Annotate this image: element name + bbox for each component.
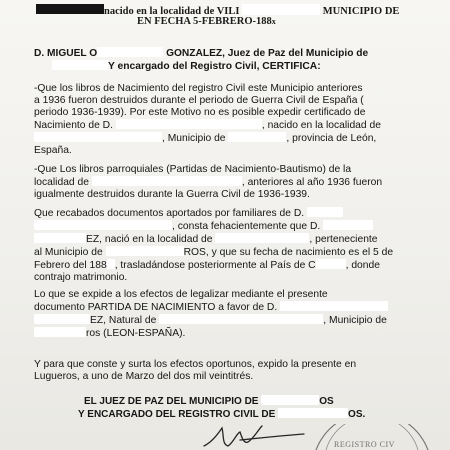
redacted-area [278, 408, 348, 418]
p3-line-3 [34, 233, 428, 246]
p4-documento: documento PARTIDA DE NACIMIENTO a favor de D. [34, 302, 278, 313]
redacted-area [116, 119, 262, 129]
redacted-area [34, 233, 86, 243]
p3-line-5 [34, 259, 428, 272]
paragraph-4 [34, 289, 428, 340]
p1-nacido-en: , nacido en la localidad de [261, 120, 381, 131]
redacted-area [34, 314, 90, 324]
judge-name-end: GONZALEZ, Juez de Paz del Municipio de [166, 48, 369, 59]
p2-line-2 [34, 176, 428, 189]
redacted-area [215, 233, 309, 243]
redacted-area [34, 327, 86, 337]
signature [200, 420, 310, 450]
p5-line-1: Y para que conste y surta los efectos oportunos, expido la presente en [34, 359, 357, 370]
p3-nacio-en: EZ, nació en la localidad de [86, 234, 213, 245]
header-birth-text: nacido en la localidad de VILI [104, 6, 240, 17]
p4-line-4 [34, 327, 428, 340]
judge-name-start: D. MIGUEL O [34, 48, 98, 59]
paragraph-5 [34, 359, 428, 383]
redacted-area [261, 395, 319, 405]
closing-encargado: Y ENCARGADO DEL REGISTRO CIVIL DE [78, 409, 276, 420]
header-blackout [36, 4, 104, 14]
redacted-area [34, 220, 172, 230]
intro-block [34, 47, 428, 73]
p1-municipio-de: , Municipio de [162, 133, 226, 144]
p3-al-municipio: al Municipio de [34, 247, 103, 258]
redacted-area [97, 47, 163, 57]
paragraph-1 [34, 83, 428, 157]
p4-line-3 [34, 314, 428, 327]
redacted-area [52, 60, 108, 70]
redacted-area [242, 4, 320, 15]
p1-line-2: a 1936 fueron destruidos durante el periodo de Guerra Civil de España ( [34, 95, 364, 106]
p4-leon-espana: ros (LEON-ESPAÑA). [86, 328, 186, 339]
registry-certifica: Y encargado del Registro Civil, CERTIFICA: [108, 61, 321, 72]
p1-line-5 [34, 132, 428, 145]
paragraph-3 [34, 207, 428, 284]
official-stamp [312, 424, 432, 450]
p4-line-1: Lo que se expide a los efectos de legalizar mediante el presente [34, 289, 328, 300]
p1-line-3: periodo 1936-1939). Por este Motivo no es posible expedir certificado de [34, 107, 366, 118]
redacted-area [316, 259, 346, 269]
p1-line-6: España. [34, 145, 72, 156]
redacted-area [159, 314, 323, 324]
p3-donde: , donde [345, 260, 380, 271]
p1-line-1: -Que los libros de Nacimiento del registro Civil este Municipio anteriores [34, 83, 363, 94]
header-date-tail: x [271, 17, 276, 26]
redacted-area [106, 246, 184, 256]
p1-line-4 [34, 119, 428, 132]
p3-febrero: Febrero del 188 [34, 260, 107, 271]
intro-line-1 [34, 47, 428, 60]
redacted-area [228, 132, 286, 142]
p1-nacimiento-de: Nacimiento de D. [34, 120, 113, 131]
p3-line-4 [34, 246, 428, 259]
p2-line-1: -Que Los libros parroquiales (Partidas de Nacimiento-Bautismo) de la [34, 164, 352, 175]
p3-perteneciente: , perteneciente [309, 234, 378, 245]
p2-line-3: igualmente destruidos durante la Guerra Civil de 1936-1939. [34, 189, 310, 200]
redacted-area [307, 207, 343, 217]
redacted-area [323, 220, 373, 230]
p3-line-6: contrajo matrimonio. [34, 272, 128, 283]
redacted-area [34, 132, 162, 142]
redacted-area [107, 259, 115, 269]
p3-line-2 [34, 220, 428, 233]
header-line-2 [137, 16, 276, 27]
p4-natural-de: EZ, Natural de [90, 315, 157, 326]
stamp-text: REGISTRO CIV [334, 440, 395, 449]
p3-consta: , consta fehacientemente que D. [172, 221, 321, 232]
p1-provincia: , provincia de León, [286, 133, 377, 144]
closing-os-1: OS [319, 396, 334, 407]
redacted-area [92, 176, 242, 186]
paragraph-2 [34, 164, 428, 201]
redacted-area [280, 301, 388, 311]
closing-line-1 [78, 395, 418, 408]
header-date-text: EN FECHA 5-FEBRERO-188 [137, 16, 272, 27]
closing-juez: EL JUEZ DE PAZ DEL MUNICIPIO DE [84, 396, 259, 407]
header-municipio-text: MUNICIPIO DE [322, 6, 400, 17]
closing-block [78, 395, 418, 421]
p5-line-2: Lugueros, a uno de Marzo del dos mil veintitrés. [34, 371, 254, 382]
p3-line-1 [34, 207, 428, 220]
p4-municipio-de: , Municipio de [323, 315, 387, 326]
intro-line-2 [34, 60, 428, 73]
p2-anteriores: , anteriores al año 1936 fueron [241, 177, 383, 188]
p3-fecha-nacimiento: ROS, y que su fecha de nacimiento es el 5 de [183, 247, 394, 258]
p3-recabados: Que recabados documentos aportados por familiares de D. [34, 208, 305, 219]
p2-localidad-de: localidad de [34, 177, 89, 188]
p4-line-2 [34, 301, 428, 314]
closing-os-2: OS. [348, 409, 366, 420]
p3-trasladandose: , trasladándose posteriormente al País de C [114, 260, 316, 271]
